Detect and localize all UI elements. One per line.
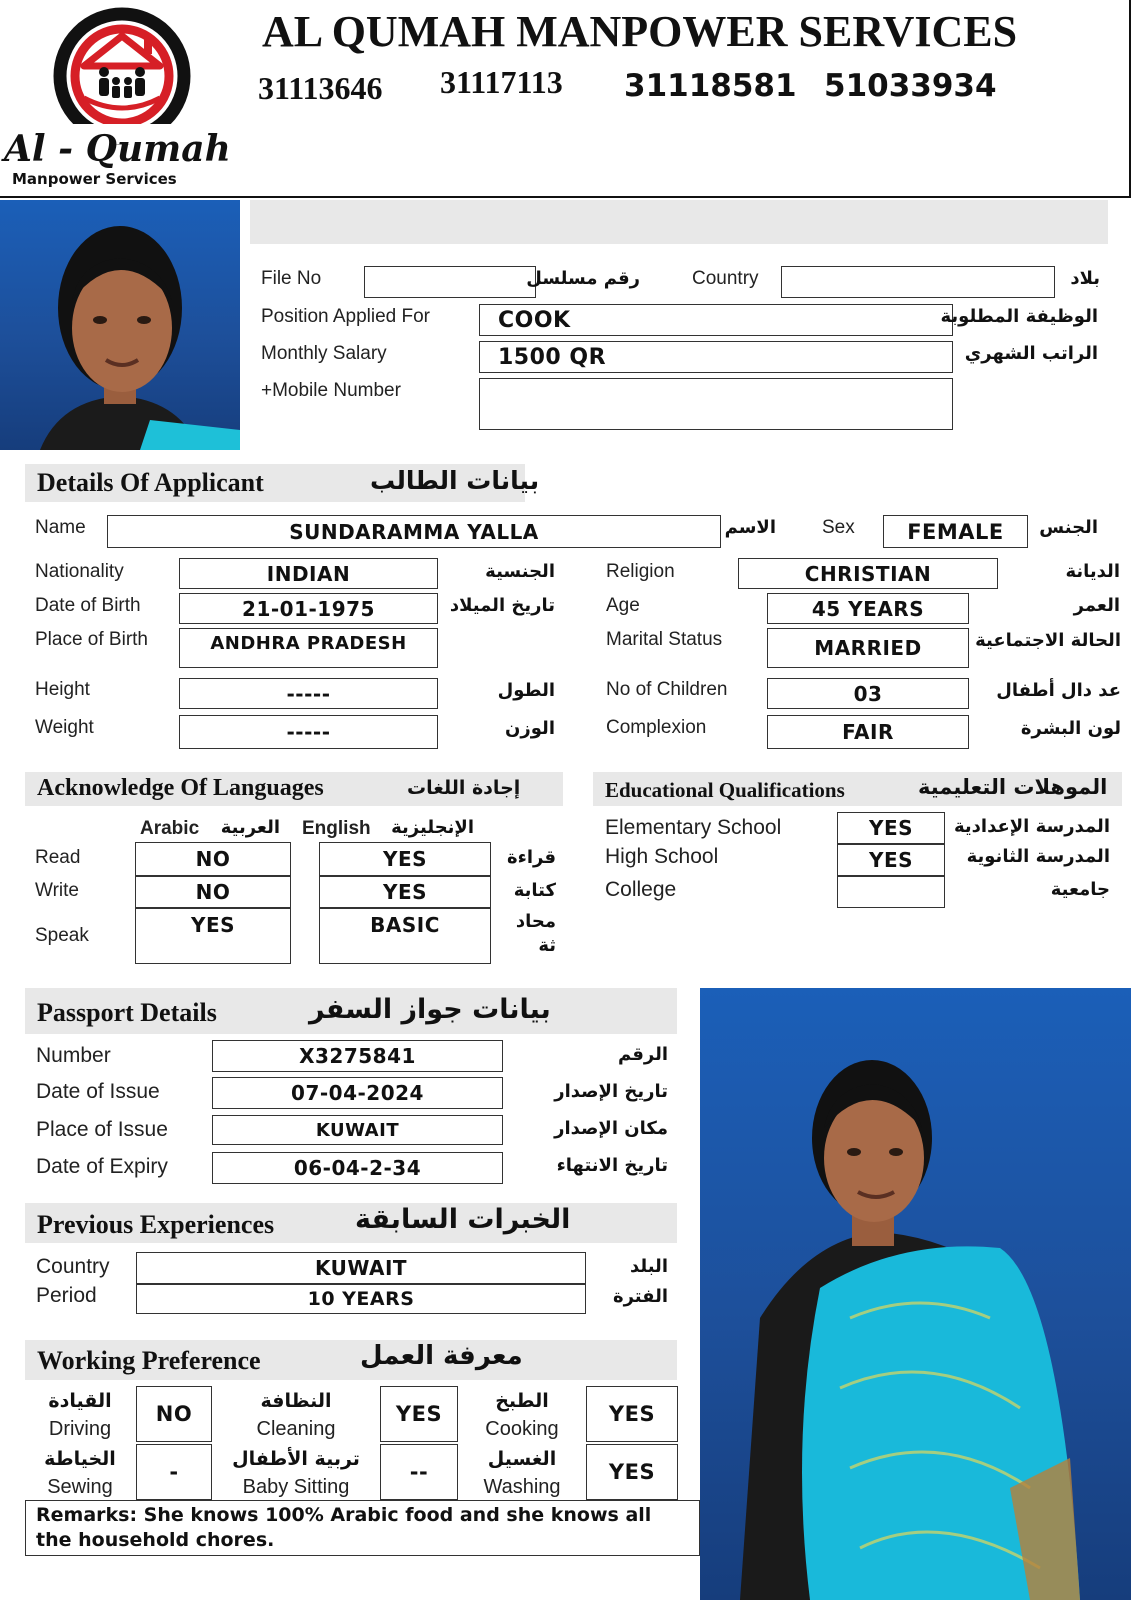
position-ar-label: الوظيفة المطلوبة	[940, 306, 1098, 327]
sex-ar-label: الجنس	[1039, 517, 1098, 538]
nationality-ar-label: الجنسية	[485, 561, 555, 582]
passport-number-ar-label: الرقم	[617, 1044, 668, 1065]
exp-country-ar-label: البلد	[629, 1256, 668, 1277]
passport-number-field[interactable]: X3275841	[212, 1040, 503, 1072]
passport-section-title: Passport Details	[37, 998, 217, 1027]
pob-label: Place of Birth	[35, 629, 148, 650]
education-section-title-ar: الموهلات التعليمية	[918, 775, 1108, 799]
exp-period-field[interactable]: 10 YEARS	[136, 1284, 586, 1314]
remarks-box	[25, 1500, 700, 1556]
dob-field[interactable]: 21-01-1975	[179, 593, 438, 624]
write-ar-label: كتابة	[513, 880, 556, 901]
sewing-ar-label: الخياطة	[44, 1448, 116, 1470]
read-ar-label: قراءة	[507, 847, 556, 868]
marital-label: Marital Status	[606, 629, 723, 650]
children-label: No of Children	[606, 679, 728, 700]
arabic-col-label: Arabic	[140, 818, 200, 839]
write-label: Write	[35, 880, 79, 901]
college-field[interactable]	[837, 876, 945, 908]
college-label: College	[605, 878, 677, 901]
children-ar-label: عد دال أطفال	[996, 680, 1121, 701]
speak-label: Speak	[35, 925, 89, 946]
write-arabic-field[interactable]: NO	[135, 876, 291, 908]
elementary-field[interactable]: YES	[837, 812, 945, 844]
exp-period-ar-label: الفترة	[612, 1286, 668, 1307]
mobile-field[interactable]	[479, 378, 953, 430]
marital-field[interactable]: MARRIED	[767, 628, 969, 668]
religion-field[interactable]: CHRISTIAN	[738, 558, 998, 589]
position-field[interactable]: COOK	[479, 304, 953, 336]
working-section-title-ar: معرفة العمل	[360, 1341, 523, 1371]
education-section-title: Educational Qualifications	[605, 778, 845, 802]
speak-english-field[interactable]: BASIC	[319, 908, 491, 964]
height-ar-label: الطول	[497, 680, 555, 701]
college-ar-label: جامعية	[1050, 879, 1110, 900]
speak-arabic-field[interactable]: YES	[135, 908, 291, 964]
applicant-section-title-ar: بيانات الطالب	[370, 466, 540, 495]
phone-number: 31113646	[258, 70, 383, 106]
expiry-date-field[interactable]: 06-04-2-34	[212, 1152, 503, 1184]
expiry-date-label: Date of Expiry	[36, 1155, 168, 1178]
write-english-field[interactable]: YES	[319, 876, 491, 908]
age-label: Age	[606, 595, 640, 616]
phone-number: 31117113	[440, 64, 563, 100]
babysitting-field[interactable]: --	[380, 1444, 458, 1500]
read-arabic-field[interactable]: NO	[135, 842, 291, 876]
cooking-label: Cooking	[485, 1418, 559, 1440]
issue-place-ar-label: مكان الإصدار	[554, 1118, 668, 1139]
top-form-bar	[250, 200, 1108, 244]
washing-field[interactable]: YES	[586, 1444, 678, 1500]
religion-label: Religion	[606, 561, 675, 582]
cleaning-field[interactable]: YES	[380, 1386, 458, 1442]
washing-ar-label: الغسيل	[487, 1448, 557, 1470]
read-english-field[interactable]: YES	[319, 842, 491, 876]
dob-label: Date of Birth	[35, 595, 141, 616]
name-ar-label: الاسم	[724, 517, 776, 538]
working-section-header	[25, 1340, 677, 1380]
sewing-label: Sewing	[47, 1476, 113, 1498]
english-col-label: English	[302, 818, 371, 839]
complexion-ar-label: لون البشرة	[1020, 718, 1121, 739]
cooking-ar-label: الطبخ	[495, 1390, 549, 1412]
header	[0, 0, 1131, 198]
issue-date-ar-label: تاريخ الإصدار	[554, 1081, 668, 1102]
name-label: Name	[35, 517, 86, 538]
nationality-field[interactable]: INDIAN	[179, 558, 438, 589]
exp-country-field[interactable]: KUWAIT	[136, 1252, 586, 1284]
experience-section-title: Previous Experiences	[37, 1210, 275, 1239]
weight-ar-label: الوزن	[505, 718, 555, 739]
file-no-label: File No	[261, 268, 322, 289]
applicant-section-header	[25, 464, 540, 502]
passport-section-header	[25, 988, 677, 1034]
elementary-label: Elementary School	[605, 816, 782, 839]
issue-place-field[interactable]: KUWAIT	[212, 1115, 503, 1145]
cooking-field[interactable]: YES	[586, 1386, 678, 1442]
company-name: AL QUMAH MANPOWER SERVICES	[262, 7, 1018, 56]
applicant-photo-small	[0, 200, 240, 450]
country-label: Country	[692, 268, 759, 289]
remarks-text: Remarks: She knows 100% Arabic food and she knows all the household chores.	[36, 1504, 652, 1551]
country-ar-label: بلاد	[1070, 268, 1100, 289]
issue-place-label: Place of Issue	[36, 1118, 168, 1141]
sewing-field[interactable]: -	[136, 1444, 212, 1500]
salary-ar-label: الراتب الشهري	[964, 343, 1098, 364]
exp-country-label: Country	[36, 1255, 110, 1278]
cleaning-label: Cleaning	[256, 1418, 336, 1440]
children-field[interactable]: 03	[767, 678, 969, 709]
working-section-title: Working Preference	[37, 1346, 261, 1375]
person-full-portrait-icon	[700, 988, 1131, 1600]
height-label: Height	[35, 679, 90, 700]
position-label: Position Applied For	[261, 306, 430, 327]
company-logo	[4, 6, 240, 192]
nationality-label: Nationality	[35, 561, 124, 582]
weight-label: Weight	[35, 717, 94, 738]
phone-number: 31118581	[624, 68, 797, 104]
babysitting-ar-label: تربية الأطفال	[232, 1448, 360, 1470]
experience-section-title-ar: الخبرات السابقة	[355, 1204, 571, 1235]
salary-label: Monthly Salary	[261, 343, 387, 364]
age-field[interactable]: 45 YEARS	[767, 593, 969, 624]
elementary-ar-label: المدرسة الإعدادية	[954, 816, 1110, 837]
passport-section-title-ar: بيانات جواز السفر	[309, 994, 551, 1025]
mobile-label: +Mobile Number	[261, 380, 401, 401]
languages-section-title-ar: إجادة اللغات	[407, 777, 521, 799]
phone-number: 51033934	[824, 68, 997, 104]
applicant-photo-large	[700, 988, 1131, 1600]
file-no-field[interactable]	[364, 266, 536, 298]
babysitting-label: Baby Sitting	[242, 1476, 350, 1498]
languages-section-title: Acknowledge Of Languages	[37, 775, 324, 801]
complexion-label: Complexion	[606, 717, 707, 738]
person-portrait-icon	[0, 200, 240, 450]
religion-ar-label: الديانة	[1065, 561, 1120, 582]
marital-ar-label: الحالة الاجتماعية	[975, 630, 1121, 651]
experience-section-header	[25, 1203, 677, 1243]
name-field[interactable]: SUNDARAMMA YALLA	[107, 515, 721, 548]
applicant-section-title: Details Of Applicant	[37, 468, 264, 497]
passport-number-label: Number	[36, 1044, 111, 1067]
exp-period-label: Period	[36, 1284, 97, 1307]
issue-date-field[interactable]: 07-04-2024	[212, 1077, 503, 1109]
cleaning-ar-label: النظافة	[260, 1390, 332, 1412]
highschool-field[interactable]: YES	[837, 844, 945, 876]
languages-section-header	[25, 772, 563, 806]
logo-script-text: Al - Qumah	[4, 128, 231, 170]
speak-ar-label: محاد ثة	[515, 911, 556, 956]
height-field[interactable]: -----	[179, 678, 438, 709]
read-label: Read	[35, 847, 81, 868]
arabic-col-label-ar: العربية	[220, 817, 280, 838]
age-ar-label: العمر	[1073, 595, 1120, 616]
weight-field[interactable]: -----	[179, 715, 438, 749]
highschool-ar-label: المدرسة الثانوية	[966, 846, 1110, 867]
highschool-label: High School	[605, 845, 719, 868]
pob-field[interactable]: ANDHRA PRADESH	[179, 628, 438, 668]
salary-field[interactable]: 1500 QR	[479, 341, 953, 373]
driving-field[interactable]: NO	[136, 1386, 212, 1442]
sex-label: Sex	[822, 517, 855, 538]
driving-label: Driving	[48, 1418, 112, 1440]
logo-sub-text: Manpower Services	[12, 170, 177, 188]
driving-ar-label: القيادة	[48, 1390, 112, 1412]
expiry-date-ar-label: تاريخ الانتهاء	[556, 1155, 668, 1176]
dob-ar-label: تاريخ الميلاد	[449, 595, 555, 616]
file-no-ar-label: رقم مسلسل	[526, 268, 640, 289]
sex-field[interactable]: FEMALE	[883, 515, 1028, 548]
education-section-header	[593, 772, 1122, 806]
washing-label: Washing	[483, 1476, 561, 1498]
complexion-field[interactable]: FAIR	[767, 715, 969, 749]
english-col-label-ar: الإنجليزية	[391, 817, 474, 838]
issue-date-label: Date of Issue	[36, 1080, 160, 1103]
country-field[interactable]	[781, 266, 1055, 298]
